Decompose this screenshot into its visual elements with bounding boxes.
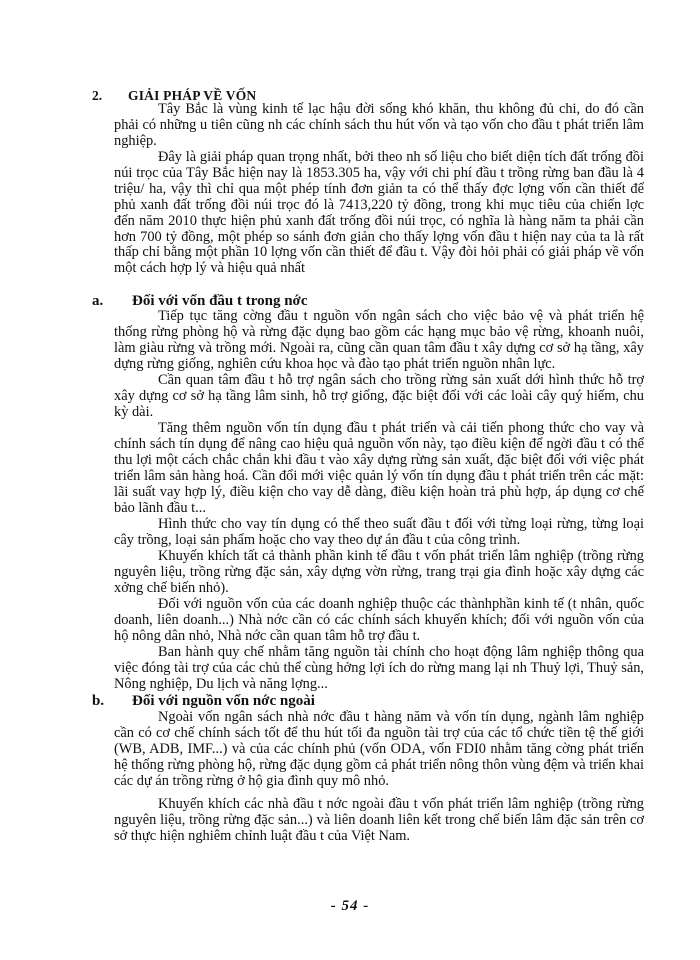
intro-paragraph-2: Đây là giải pháp quan trọng nhất, bởi theo nh số liệu cho biết diện tích đất trống đồi núi trọc của Tây Bắc hiện nay là 1853.305 ha, vậy với chi phí đầu t trồng rừng ban đầu là 4 triệu/ ha, vậy thì chỉ qua một phép tính đơn giản ta có thể thấy đợc lợng vốn cần thiết để phủ xanh đất trống đồi núi trọc đó là 7413,220 tỷ đồng, trong khi mục tiêu của chiến lợc đến năm 2010 thực hiện phủ xanh đất trống đồi núi trọc, có nghĩa là hàng năm ta phải cần hơn 700 tỷ đồng, một phép so sánh đơn giản cho thấy lợng vốn đầu t hiện nay của ta là rất thấp chỉ bằng một phần 10 lợng vốn cần thiết để đầu t. Vậy đòi hỏi phải có giải pháp về vốn một cách hợp lý và hiệu quả nhất bbox=[114, 149, 644, 277]
section-title: GIẢI PHÁP VỀ VỐN bbox=[128, 88, 257, 103]
subsection-b-title: Đối với nguồn vốn nớc ngoài bbox=[132, 693, 315, 709]
page-number: - 54 - bbox=[330, 898, 370, 914]
intro-paragraph-1: Tây Bắc là vùng kinh tế lạc hậu đời sống khó khăn, thu không đủ chi, do đó cần phải có những u tiên cũng nh các chính sách thu hút vốn và tạo vốn cho đầu t phát triển lâm nghiệp. bbox=[114, 101, 644, 149]
paragraph-a-7: Ban hành quy chế nhằm tăng nguồn tài chính cho hoạt động lâm nghiệp thông qua việc đóng tài trợ của các chủ thể cùng hởng lợi ích do rừng mang lại nh Thuỷ lợi, Thuỷ sản, Nông nghiệp, Du lịch và năng lợng... bbox=[114, 644, 644, 692]
subsection-a-title: Đối với vốn đầu t trong nớc bbox=[132, 293, 308, 309]
paragraph-a-6: Đối với nguồn vốn của các doanh nghiệp thuộc các thànhphần kinh tế (t nhân, quốc doanh, liên doanh...) Nhà nớc cần có các chính sách khuyến khích; đối với nguồn vốn của hộ nông dân nhỏ, Nhà nớc cần quan tâm hỗ trợ đầu t. bbox=[114, 596, 644, 644]
paragraph-a-1: Tiếp tục tăng cờng đầu t nguồn vốn ngân sách cho việc bảo vệ và phát triển hệ thống rừng phòng hộ và rừng đặc dụng bao gồm các hạng mục bảo vệ rừng, khoanh nuôi, làm giàu rừng và trồng mới. Ngoài ra, cũng cần quan tâm đầu t xây dựng cơ sở hạ tầng, xây dựng rừng giống, nghiên cứu khoa học và đào tạo phát triển nguồn nhân lực. bbox=[114, 308, 644, 372]
subsection-b-label: b. bbox=[92, 693, 105, 709]
paragraph-a-3: Tăng thêm nguồn vốn tín dụng đầu t phát triển và cải tiến phong thức cho vay và chính sách tín dụng để nâng cao hiệu quả nguồn vốn này, tạo điều kiện để ngời đầu t có thể thu lợi một cách chắc chắn khi đầu t vào xây dựng rừng sản xuất, đặc biệt đối với việc phát triển lâm sản hàng hoá. Cần đổi mới việc quản lý vốn tín dụng đầu t phát triển trên các mặt: lãi suất vay hợp lý, điều kiện cho vay dễ dàng, điều kiện hoàn trả phù hợp, áp dụng cơ chế bảo lãnh đầu t... bbox=[114, 420, 644, 516]
paragraph-b-1: Ngoài vốn ngân sách nhà nớc đầu t hàng năm và vốn tín dụng, ngành lâm nghiệp cần có cơ chế chính sách tốt để thu hút tối đa nguồn tài trợ của các tổ chức tiền tệ thế giới (WB, ADB, IMF...) và của các chính phủ (vốn ODA, vốn FDI0 nhằm tăng cờng phát triển hệ thống rừng phòng hộ, rừng đặc dụng gồm cả phát triển nông thôn vùng đệm và triển khai các dự án trồng rừng ở hộ gia đình quy mô nhỏ. bbox=[114, 709, 644, 789]
section-number: 2. bbox=[92, 88, 103, 103]
subsection-a-label: a. bbox=[92, 293, 104, 309]
paragraph-a-5: Khuyến khích tất cả thành phần kinh tế đầu t vốn phát triển lâm nghiệp (trồng rừng nguyên liệu, trồng rừng đặc sản, xây dựng vờn rừng, trang trại gia đình hoặc xây dựng các xởng chế biến nhỏ). bbox=[114, 548, 644, 596]
paragraph-b-2: Khuyến khích các nhà đầu t nớc ngoài đầu t vốn phát triển lâm nghiệp (trồng rừng nguyên liệu, trồng rừng đặc sản...) và liên doanh liên kết trong chế biến lâm đặc sản trên cơ sở thực hiện nghiêm chỉnh luật đầu t của Việt Nam. bbox=[114, 796, 644, 844]
paragraph-a-2: Cần quan tâm đầu t hỗ trợ ngân sách cho trồng rừng sản xuất dới hình thức hỗ trợ xây dựng cơ sở hạ tầng lâm sinh, hỗ trợ giống, đặc biệt đối với các loài cây quý hiếm, chu kỳ dài. bbox=[114, 372, 644, 420]
paragraph-a-4: Hình thức cho vay tín dụng có thể theo suất đầu t đối với từng loại rừng, từng loại cây trồng, loại sản phẩm hoặc cho vay theo dự án đầu t của công trình. bbox=[114, 516, 644, 548]
